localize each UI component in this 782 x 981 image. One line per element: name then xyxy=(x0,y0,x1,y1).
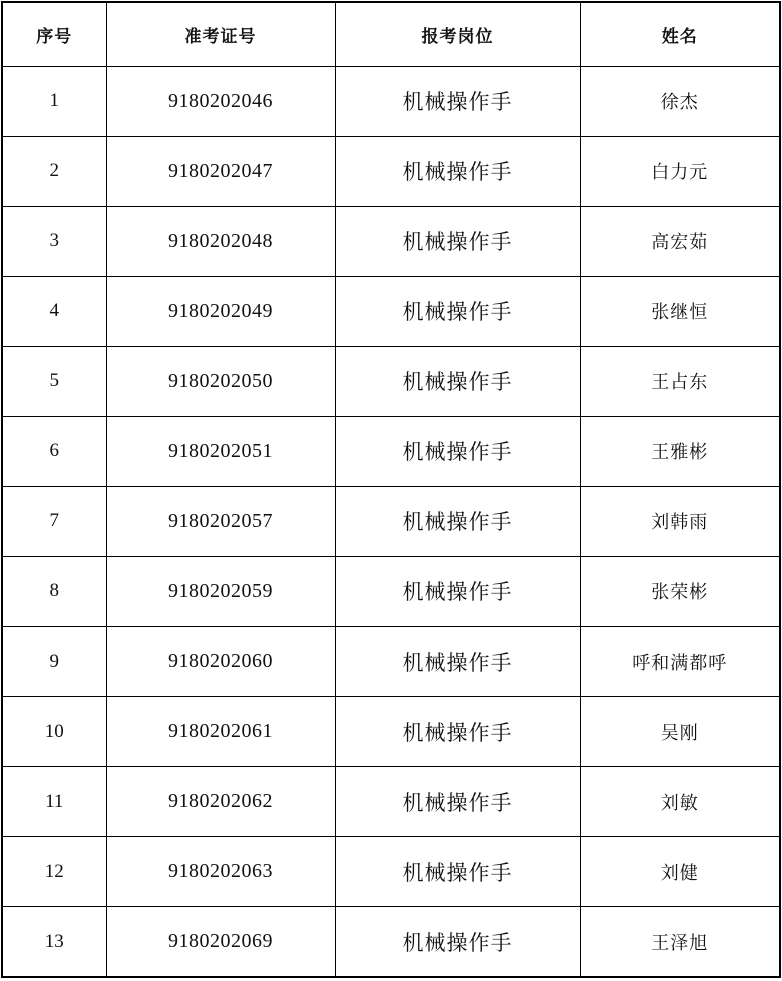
table-row xyxy=(2,907,780,977)
cell-position: 机械操作手 xyxy=(335,136,580,206)
header-position: 报考岗位 xyxy=(335,2,580,66)
table-row xyxy=(2,136,780,206)
cell-position: 机械操作手 xyxy=(335,276,580,346)
cell-position: 机械操作手 xyxy=(335,486,580,556)
cell-index: 6 xyxy=(2,416,106,486)
cell-position: 机械操作手 xyxy=(335,627,580,697)
cell-index: 10 xyxy=(2,697,106,767)
candidate-roster-table xyxy=(1,1,781,978)
cell-ticket: 9180202050 xyxy=(106,346,335,416)
cell-name: 吴刚 xyxy=(580,697,780,767)
cell-ticket: 9180202059 xyxy=(106,556,335,626)
cell-index: 7 xyxy=(2,486,106,556)
cell-index: 12 xyxy=(2,837,106,907)
cell-index: 3 xyxy=(2,206,106,276)
header-row xyxy=(2,2,780,66)
table-row xyxy=(2,767,780,837)
table-row xyxy=(2,837,780,907)
table-row xyxy=(2,276,780,346)
cell-position: 机械操作手 xyxy=(335,767,580,837)
cell-name: 徐杰 xyxy=(580,66,780,136)
table-row xyxy=(2,206,780,276)
cell-position: 机械操作手 xyxy=(335,556,580,626)
table-row xyxy=(2,346,780,416)
cell-ticket: 9180202057 xyxy=(106,486,335,556)
cell-ticket: 9180202047 xyxy=(106,136,335,206)
table-row xyxy=(2,416,780,486)
table-row xyxy=(2,697,780,767)
cell-name: 刘韩雨 xyxy=(580,486,780,556)
cell-ticket: 9180202063 xyxy=(106,837,335,907)
cell-name: 王雅彬 xyxy=(580,416,780,486)
cell-ticket: 9180202069 xyxy=(106,907,335,977)
cell-name: 王占东 xyxy=(580,346,780,416)
cell-name: 王泽旭 xyxy=(580,907,780,977)
cell-index: 11 xyxy=(2,767,106,837)
table-row xyxy=(2,486,780,556)
cell-name: 高宏茹 xyxy=(580,206,780,276)
cell-name: 张荣彬 xyxy=(580,556,780,626)
cell-position: 机械操作手 xyxy=(335,837,580,907)
cell-name: 张继恒 xyxy=(580,276,780,346)
cell-position: 机械操作手 xyxy=(335,346,580,416)
table-body xyxy=(2,66,780,977)
cell-name: 刘敏 xyxy=(580,767,780,837)
cell-index: 4 xyxy=(2,276,106,346)
header-name: 姓名 xyxy=(580,2,780,66)
cell-ticket: 9180202062 xyxy=(106,767,335,837)
cell-index: 13 xyxy=(2,907,106,977)
cell-ticket: 9180202051 xyxy=(106,416,335,486)
cell-name: 刘健 xyxy=(580,837,780,907)
table-row xyxy=(2,66,780,136)
cell-ticket: 9180202049 xyxy=(106,276,335,346)
cell-name: 白力元 xyxy=(580,136,780,206)
cell-ticket: 9180202046 xyxy=(106,66,335,136)
table-row xyxy=(2,627,780,697)
cell-index: 1 xyxy=(2,66,106,136)
table-row xyxy=(2,556,780,626)
cell-index: 8 xyxy=(2,556,106,626)
header-index: 序号 xyxy=(2,2,106,66)
cell-position: 机械操作手 xyxy=(335,697,580,767)
cell-position: 机械操作手 xyxy=(335,66,580,136)
cell-position: 机械操作手 xyxy=(335,416,580,486)
cell-position: 机械操作手 xyxy=(335,907,580,977)
table-header xyxy=(2,2,780,66)
cell-index: 5 xyxy=(2,346,106,416)
cell-index: 9 xyxy=(2,627,106,697)
cell-position: 机械操作手 xyxy=(335,206,580,276)
cell-name: 呼和满都呼 xyxy=(580,627,780,697)
cell-index: 2 xyxy=(2,136,106,206)
cell-ticket: 9180202048 xyxy=(106,206,335,276)
cell-ticket: 9180202060 xyxy=(106,627,335,697)
header-ticket: 准考证号 xyxy=(106,2,335,66)
cell-ticket: 9180202061 xyxy=(106,697,335,767)
